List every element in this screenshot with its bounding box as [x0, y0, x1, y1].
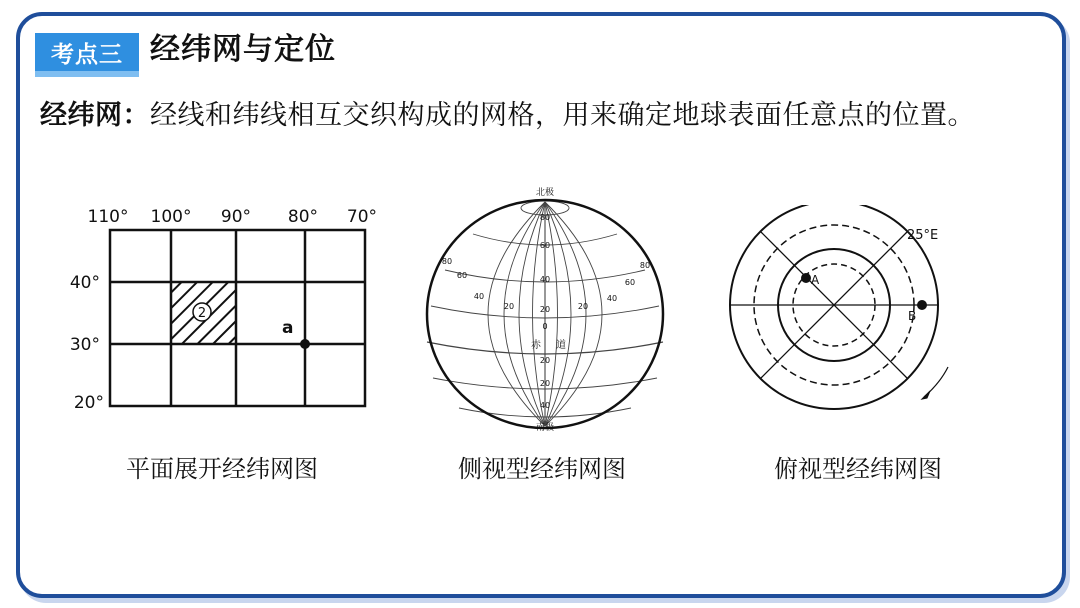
top-view-caption: 俯视型经纬网图: [774, 455, 942, 483]
top-view-polar-diagram: [722, 205, 962, 410]
rotation-arrowhead: [922, 391, 930, 399]
longitude-label: 20: [577, 302, 589, 311]
latitude-label: 30°: [69, 335, 100, 355]
longitude-label: 60: [624, 278, 636, 287]
longitude-label: 70°: [346, 207, 378, 227]
longitude-label: 80: [639, 261, 651, 270]
definition-term: 经纬网：: [40, 100, 150, 131]
flat-grid-diagram: [60, 200, 400, 420]
meridian-line: [545, 202, 571, 426]
point-a-label: A: [811, 273, 820, 287]
definition-line: [40, 96, 975, 136]
latitude-label: 40°: [69, 273, 100, 293]
point-b-marker: [917, 300, 927, 310]
latitude-label: 40: [539, 275, 551, 284]
flat-map-caption: 平面展开经纬网图: [126, 455, 318, 483]
side-view-caption: 侧视型经纬网图: [458, 455, 626, 483]
point-a-label: a: [282, 318, 294, 338]
region-label: 2: [197, 306, 207, 321]
longitude-label: 80°: [287, 207, 319, 227]
latitude-label: 60: [539, 241, 551, 250]
equator-label-left: 赤: [531, 340, 541, 351]
definition-text: 经线和纬线相互交织构成的网格，用来确定地球表面任意点的位置。: [150, 100, 975, 131]
meridian-line: [488, 202, 548, 426]
latitude-label: 0: [542, 322, 548, 331]
longitude-label: 90°: [220, 207, 252, 227]
north-pole-label: 北极: [535, 188, 555, 198]
latitude-label: 40: [539, 401, 551, 410]
longitude-label: 40: [473, 292, 485, 301]
longitude-label: 40: [606, 294, 618, 303]
latitude-label: 20°: [73, 393, 104, 413]
meridian-label: 25°E: [907, 228, 939, 243]
topic-badge: 考点三: [35, 33, 139, 71]
longitude-label: 60: [456, 271, 468, 280]
meridian-line: [519, 202, 548, 426]
latitude-label: 80: [539, 213, 551, 222]
longitude-label: 100°: [150, 207, 192, 227]
meridian-line: [545, 202, 602, 426]
point-a-marker: [801, 273, 811, 283]
rotation-arrow: [924, 367, 948, 397]
page-title: 经纬网与定位: [150, 32, 336, 67]
longitude-label: 20: [503, 302, 515, 311]
meridian-line: [533, 202, 546, 426]
equator-label-right: 道: [556, 340, 566, 351]
latitude-label: 20: [539, 305, 551, 314]
latitude-label: 20: [539, 379, 551, 388]
longitude-label: 80: [441, 257, 453, 266]
latitude-label: 20: [539, 356, 551, 365]
south-pole-label: 南极: [535, 423, 555, 433]
side-view-globe-diagram: [415, 182, 675, 434]
point-a-marker: [300, 339, 310, 349]
grid-border: [110, 230, 365, 406]
point-b-label: B: [908, 309, 917, 323]
longitude-label: 110°: [87, 207, 129, 227]
meridian-line: [545, 202, 558, 426]
